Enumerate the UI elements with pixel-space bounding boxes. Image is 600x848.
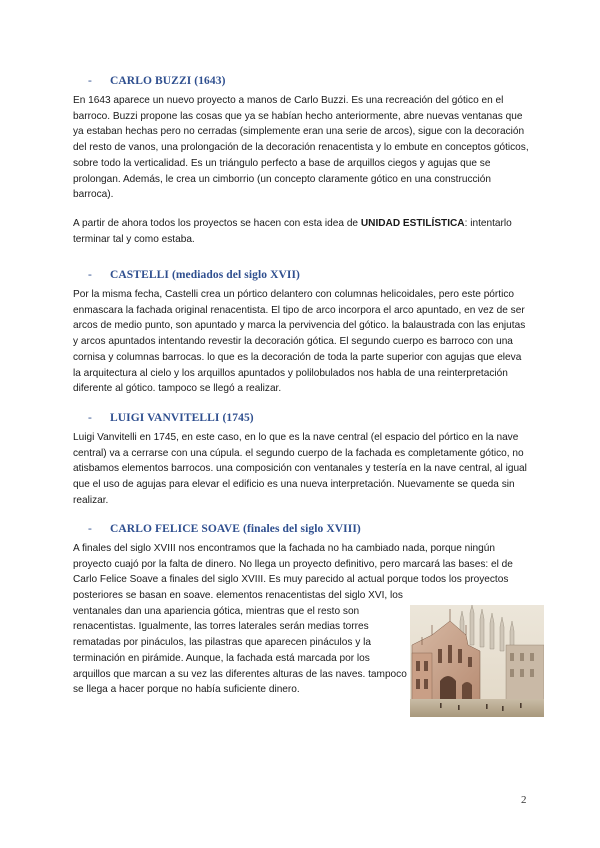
bullet-dash: - — [88, 75, 92, 87]
paragraph-buzzi: En 1643 aparece un nuevo proyecto a manos de Carlo Buzzi. Es una recreación del gótico en el barroco. Buzzi propone las cosas que ya se habían hecho anteriormente, abre nuevas ventanas que ya estaban hechas pero no cerradas (simplemente eran una serie de arcos), sigue con la decoración del resto de vanos, una prolongación de la decoración renacentista y lo embute en conceptos góticos, sobre todo la verticalidad. Es un triángulo perfecto a base de arquillos ciegos y agujas que se prolongan. Además, le crea un cimborrio (un concepto claramente gótico en una construcción barroca). — [73, 95, 529, 201]
page-number: 2 — [521, 794, 527, 806]
section-heading-carlo-felice-soave: - CARLO FELICE SOAVE (finales del siglo XVIII) — [88, 523, 361, 535]
paragraph-vanvitelli: Luigi Vanvitelli en 1745, en este caso, en lo que es la nave central (el espacio del pórtico en la nave central) va a cerrarse con una cúpula. el segundo cuerpo de la fachada es completamente gótico, no atisbamos elementos barrocos. una composición con ventanales y testería en la nave central, al igual que el uso de agujas para elevar el edificio es una nueva interpretación. Nuevamente se queda sin realizar. — [73, 432, 527, 506]
section-heading-carlo-buzzi: - CARLO BUZZI (1643) — [88, 75, 226, 87]
paragraph-unidad-estilistica: A partir de ahora todos los proyectos se hacen con esta idea de UNIDAD ESTILÍSTICA: intentarlo terminar tal y como estaba. — [73, 218, 512, 245]
section-heading-castelli: - CASTELLI (mediados del siglo XVII) — [88, 269, 300, 281]
paragraph-soave-1: A finales del siglo XVIII nos encontramos que la fachada no ha cambiado nada, porque ningún proyecto cuajó por la falta de dinero. No llega un proyecto definitivo, pero marcará las bases: el de Carlo Felice Soave a finales del siglo XVIII. Es muy parecido al actual porque todos los proyectos — [73, 543, 513, 586]
paragraph-soave-2: posteriores se basan en soave. elementos renacentistas del siglo XVI, los ventanales dan una apariencia gótica, mientras que el resto son renacentistas. Igualmente, las torres laterales serán medias torres rematadas por pináculos, las pilastras que aparecen pináculos y la terminación en pirámide. Aunque, la fachada está marcada por los arquillos que marcan a su vez las diferentes alturas de las naves. tampoco se llega a hacer porque no había suficiente dinero. — [73, 590, 407, 696]
bold-unidad-estilistica: UNIDAD ESTILÍSTICA — [360, 218, 465, 229]
bullet-dash: - — [88, 269, 92, 281]
bullet-dash: - — [88, 412, 92, 424]
section-heading-luigi-vanvitelli: - LUIGI VANVITELLI (1745) — [88, 412, 254, 424]
paragraph-castelli: Por la misma fecha, Castelli crea un pórtico delantero con columnas helicoidales, pero este pórtico enmascara la fachada original renacentista. El tipo de arco incorpora el arco apuntado, en vez de ser arcos de medio punto, son apuntado y marca la pervivencia del gótico. la balaustrada con las enjutas y arcos apuntados intentando revestir la decoración gótica. El segundo cuerpo es barroco con una cornisa y columnas barrocas. lo que es la decoración de toda la parte superior con agujas que eleva la arquitectura al cielo y los arquillos apuntados y polilobulados nos habla de una reinterpretación diferente al gótico. tampoco se llegó a realizar. — [73, 289, 526, 395]
bullet-dash: - — [88, 523, 92, 535]
cathedral-illustration — [410, 605, 544, 717]
